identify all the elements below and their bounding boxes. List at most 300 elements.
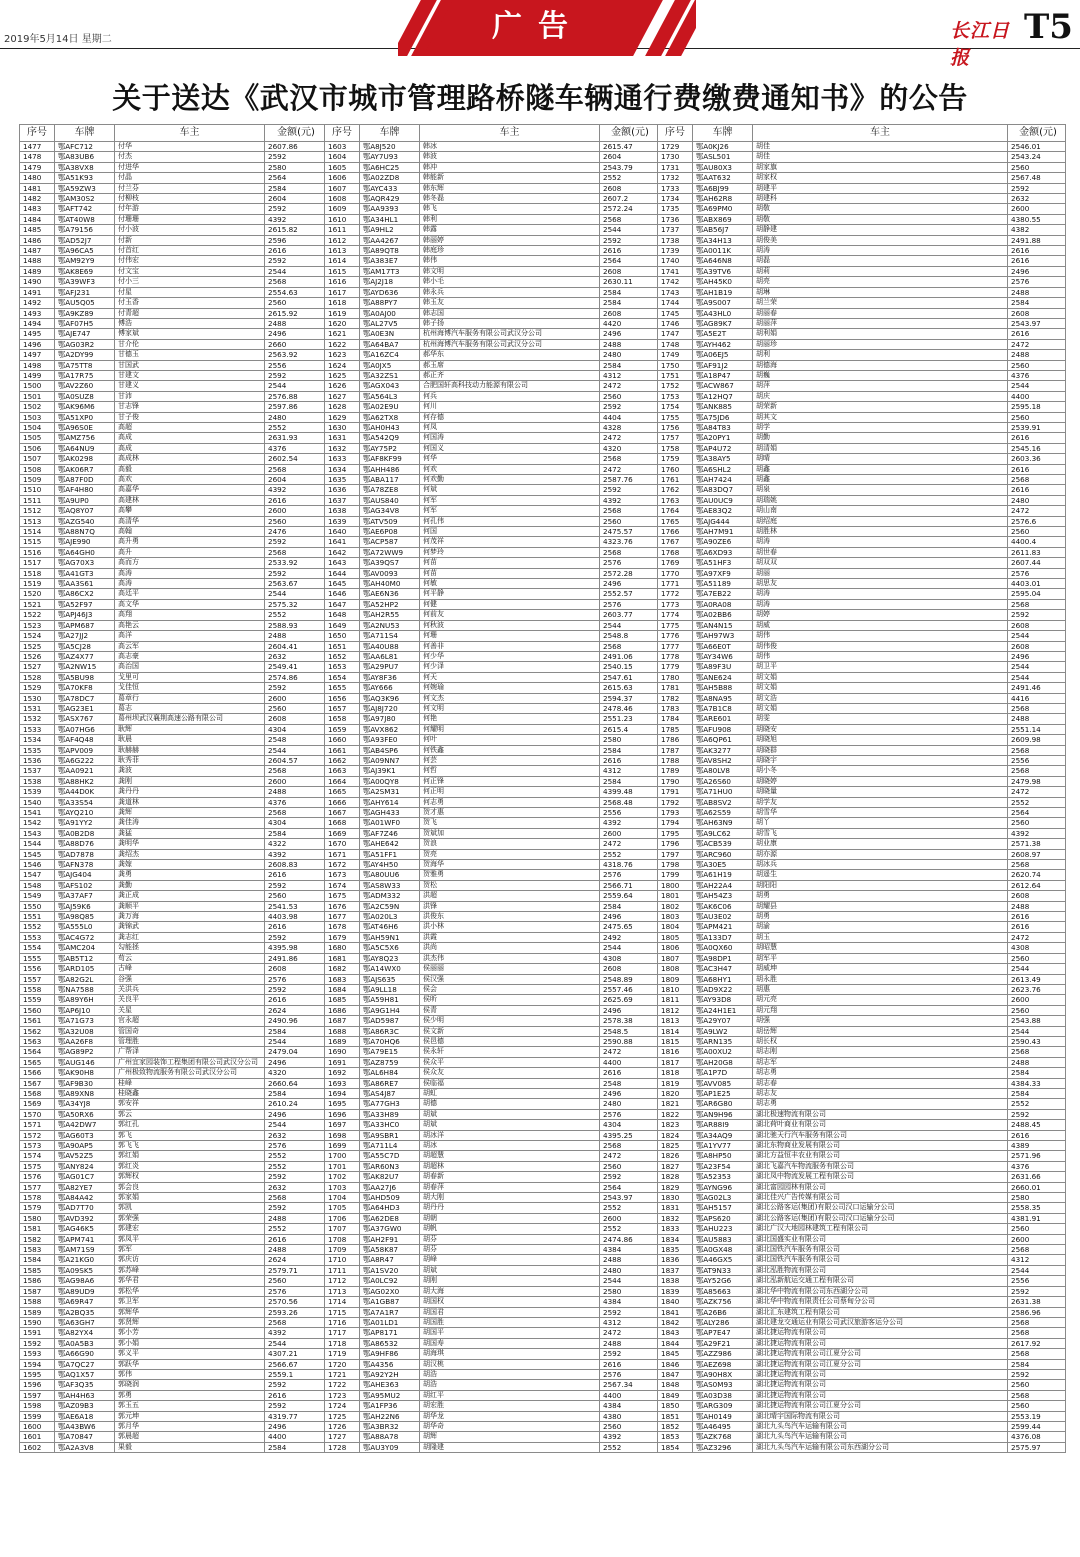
column-header: 金额(元) [1008, 125, 1066, 142]
seq-no-cell: 1839 [658, 1286, 693, 1296]
seq-no-cell: 1622 [325, 339, 360, 349]
seq-no-cell: 1654 [325, 672, 360, 682]
plate-no-cell: 鄂A2C59N [360, 901, 420, 911]
plate-no-cell: 鄂AZ8759 [360, 1057, 420, 1067]
seq-no-cell: 1664 [325, 776, 360, 786]
plate-no-cell: 鄂A78ZE8 [360, 485, 420, 495]
plate-no-cell: 鄂A52353 [693, 1172, 753, 1182]
seq-no-cell: 1830 [658, 1193, 693, 1203]
amount-cell: 2552 [265, 1224, 325, 1234]
seq-no-cell: 1485 [20, 225, 55, 235]
plate-no-cell: 鄂AMC204 [55, 943, 115, 953]
table-row [20, 953, 1066, 963]
amount-cell: 4312 [600, 370, 658, 380]
amount-cell: 2568 [1008, 745, 1066, 755]
amount-cell: 2478.46 [600, 703, 658, 713]
owner-name-cell: 韩能新 [420, 173, 600, 183]
owner-name-cell: 胡元翔 [753, 1005, 1008, 1015]
amount-cell: 2580 [600, 735, 658, 745]
seq-no-cell: 1631 [325, 433, 360, 443]
table-row [20, 755, 1066, 765]
plate-no-cell: 鄂A77GH3 [360, 1099, 420, 1109]
amount-cell: 2539.91 [1008, 422, 1066, 432]
owner-name-cell: 郭会良 [115, 1182, 265, 1192]
seq-no-cell: 1683 [325, 974, 360, 984]
seq-no-cell: 1696 [325, 1109, 360, 1119]
amount-cell: 2608 [1008, 308, 1066, 318]
amount-cell: 2610.24 [265, 1099, 325, 1109]
owner-name-cell: 高升 [115, 547, 265, 557]
amount-cell: 4304 [265, 724, 325, 734]
seq-no-cell: 1693 [325, 1078, 360, 1088]
seq-no-cell: 1572 [20, 1130, 55, 1140]
plate-no-cell: 鄂A61H19 [693, 870, 753, 880]
plate-no-cell: 鄂AZ3296 [693, 1442, 753, 1452]
seq-no-cell: 1733 [658, 183, 693, 193]
seq-no-cell: 1532 [20, 714, 55, 724]
amount-cell: 2608 [265, 714, 325, 724]
plate-no-cell: 鄂A62TX8 [360, 412, 420, 422]
amount-cell: 2480 [1008, 495, 1066, 505]
owner-name-cell: 胡文娟 [753, 672, 1008, 682]
plate-no-cell: 鄂ARG309 [693, 1401, 753, 1411]
amount-cell: 2552 [600, 173, 658, 183]
owner-name-cell: 湖北九头鸟汽车运输有限公司 [753, 1432, 1008, 1442]
owner-name-cell: 郭华君 [115, 1276, 265, 1286]
amount-cell: 2570.56 [265, 1297, 325, 1307]
owner-name-cell: 胡玉 [753, 932, 1008, 942]
plate-no-cell: 鄂A133D7 [693, 932, 753, 942]
owner-name-cell: 湖北泓新航运交通工程有限公司 [753, 1276, 1008, 1286]
amount-cell: 2592 [265, 152, 325, 162]
plate-no-cell: 鄂AG46K5 [55, 1224, 115, 1234]
plate-no-cell: 鄂A26B6 [693, 1307, 753, 1317]
seq-no-cell: 1633 [325, 454, 360, 464]
amount-cell: 2592 [265, 568, 325, 578]
plate-no-cell: 鄂AYC433 [360, 183, 420, 193]
seq-no-cell: 1496 [20, 339, 55, 349]
seq-no-cell: 1598 [20, 1401, 55, 1411]
seq-no-cell: 1537 [20, 766, 55, 776]
owner-name-cell: 胡涛 [753, 537, 1008, 547]
seq-no-cell: 1494 [20, 318, 55, 328]
plate-no-cell: 鄂AHU223 [693, 1224, 753, 1234]
plate-no-cell: 鄂AB56J7 [693, 225, 753, 235]
owner-name-cell: 湖北华中物流有限责任公司蔡甸分公司 [753, 1297, 1008, 1307]
amount-cell: 4382 [1008, 225, 1066, 235]
seq-no-cell: 1744 [658, 298, 693, 308]
owner-name-cell: 胡冰洋 [420, 1130, 600, 1140]
table-row [20, 1224, 1066, 1234]
issue-date: 2019年5月14日 星期二 [4, 34, 112, 45]
owner-name-cell: 郭苏峰 [115, 1265, 265, 1275]
amount-cell: 2607.44 [1008, 558, 1066, 568]
table-row [20, 651, 1066, 661]
amount-cell: 2560 [600, 516, 658, 526]
seq-no-cell: 1596 [20, 1380, 55, 1390]
seq-no-cell: 1765 [658, 516, 693, 526]
owner-name-cell: 胡建平 [753, 183, 1008, 193]
plate-no-cell: 鄂A43HL0 [693, 308, 753, 318]
plate-no-cell: 鄂AH22A4 [693, 880, 753, 890]
amount-cell: 2578.38 [600, 1016, 658, 1026]
plate-no-cell: 鄂AY666 [360, 683, 420, 693]
amount-cell: 4308 [1008, 943, 1066, 953]
plate-no-cell: 鄂AH7424 [693, 475, 753, 485]
owner-name-cell: 胡超林 [420, 1161, 600, 1171]
plate-no-cell: 鄂AS0M93 [693, 1380, 753, 1390]
plate-no-cell: 鄂AA27J6 [360, 1182, 420, 1192]
plate-no-cell: 鄂AD5987 [360, 1016, 420, 1026]
table-row [20, 662, 1066, 672]
owner-name-cell: 胡静建 [753, 225, 1008, 235]
table-row [20, 1297, 1066, 1307]
owner-name-cell: 何婉瑜 [420, 683, 600, 693]
owner-name-cell: 高洋 [115, 631, 265, 641]
owner-name-cell: 郝正齐 [420, 370, 600, 380]
owner-name-cell: 何茂祥 [420, 537, 600, 547]
table-row [20, 547, 1066, 557]
table-row [20, 776, 1066, 786]
column-header: 车主 [753, 125, 1008, 142]
amount-cell: 4307.21 [265, 1349, 325, 1359]
owner-name-cell: 胡丽萍 [753, 318, 1008, 328]
seq-no-cell: 1726 [325, 1421, 360, 1431]
plate-no-cell: 鄂AG02L3 [693, 1193, 753, 1203]
seq-no-cell: 1608 [325, 194, 360, 204]
seq-no-cell: 1554 [20, 943, 55, 953]
seq-no-cell: 1728 [325, 1442, 360, 1452]
owner-name-cell: 何铁鑫 [420, 745, 600, 755]
owner-name-cell: 高涛 [115, 568, 265, 578]
plate-no-cell: 鄂AG23E1 [55, 703, 115, 713]
table-row [20, 932, 1066, 942]
amount-cell: 2590.88 [600, 1036, 658, 1046]
owner-name-cell: 侯众平 [420, 1057, 600, 1067]
amount-cell: 4392 [600, 495, 658, 505]
amount-cell: 2624 [265, 1005, 325, 1015]
amount-cell: 2584 [600, 360, 658, 370]
plate-no-cell: 鄂AFC712 [55, 142, 115, 152]
seq-no-cell: 1821 [658, 1099, 693, 1109]
amount-cell: 2544 [265, 1338, 325, 1348]
owner-name-cell: 胡磊 [753, 256, 1008, 266]
owner-name-cell: 胡伟 [753, 631, 1008, 641]
table-row [20, 641, 1066, 651]
owner-name-cell: 桂峰 [115, 1078, 265, 1088]
owner-name-cell: 贺雅勇 [420, 870, 600, 880]
owner-name-cell: 胡文浩 [753, 693, 1008, 703]
amount-cell: 2584 [1008, 1359, 1066, 1369]
seq-no-cell: 1637 [325, 495, 360, 505]
amount-cell: 2558.35 [1008, 1203, 1066, 1213]
amount-cell: 4376.08 [1008, 1432, 1066, 1442]
owner-name-cell: 付小波 [115, 225, 265, 235]
plate-no-cell: 鄂AP1E25 [693, 1088, 753, 1098]
seq-no-cell: 1709 [325, 1245, 360, 1255]
amount-cell: 2616 [1008, 922, 1066, 932]
seq-no-cell: 1807 [658, 953, 693, 963]
plate-no-cell: 鄂A34H13 [693, 235, 753, 245]
seq-no-cell: 1770 [658, 568, 693, 578]
amount-cell: 2568 [600, 1141, 658, 1151]
owner-name-cell: 胡志军 [753, 1057, 1008, 1067]
amount-cell: 2552 [265, 422, 325, 432]
plate-no-cell: 鄂A37AF7 [55, 891, 115, 901]
seq-no-cell: 1846 [658, 1359, 693, 1369]
seq-no-cell: 1745 [658, 308, 693, 318]
seq-no-cell: 1513 [20, 516, 55, 526]
amount-cell: 2592 [600, 1172, 658, 1182]
table-row [20, 828, 1066, 838]
seq-no-cell: 1735 [658, 204, 693, 214]
seq-no-cell: 1687 [325, 1016, 360, 1026]
seq-no-cell: 1670 [325, 839, 360, 849]
owner-name-cell: 胡国寿 [420, 1338, 600, 1348]
plate-no-cell: 鄂AY8Q23 [360, 953, 420, 963]
amount-cell: 2560 [1008, 1224, 1066, 1234]
owner-name-cell: 何兵 [420, 391, 600, 401]
seq-no-cell: 1760 [658, 464, 693, 474]
plate-no-cell: 鄂AJG404 [55, 870, 115, 880]
amount-cell: 2616 [600, 246, 658, 256]
newspaper-logo: 长江日报 [950, 20, 1011, 69]
owner-name-cell: 胡德 [420, 1099, 600, 1109]
amount-cell: 2488 [265, 787, 325, 797]
owner-name-cell: 高廷平 [115, 589, 265, 599]
plate-no-cell: 鄂A66E0T [693, 641, 753, 651]
table-row [20, 860, 1066, 870]
seq-no-cell: 1734 [658, 194, 693, 204]
owner-name-cell: 韩波 [420, 152, 600, 162]
column-header: 车牌 [55, 125, 115, 142]
amount-cell: 2608 [265, 964, 325, 974]
seq-no-cell: 1530 [20, 693, 55, 703]
plate-no-cell: 鄂AQR429 [360, 194, 420, 204]
amount-cell: 2616 [265, 995, 325, 1005]
seq-no-cell: 1562 [20, 1026, 55, 1036]
amount-cell: 4395.98 [265, 943, 325, 953]
amount-cell: 2488 [1008, 287, 1066, 297]
amount-cell: 2568 [1008, 766, 1066, 776]
owner-name-cell: 胡勤 [753, 433, 1008, 443]
seq-no-cell: 1684 [325, 984, 360, 994]
owner-name-cell: 何华 [420, 454, 600, 464]
plate-no-cell: 鄂AL27V5 [360, 318, 420, 328]
plate-no-cell: 鄂A8J520 [360, 142, 420, 152]
amount-cell: 2560 [1008, 1401, 1066, 1411]
seq-no-cell: 1843 [658, 1328, 693, 1338]
plate-no-cell: 鄂AGX043 [360, 381, 420, 391]
owner-name-cell: 龚正成 [115, 891, 265, 901]
amount-cell: 2592 [600, 235, 658, 245]
amount-cell: 2568 [1008, 1317, 1066, 1327]
table-row [20, 256, 1066, 266]
owner-name-cell: 龚顺平 [115, 901, 265, 911]
seq-no-cell: 1838 [658, 1276, 693, 1286]
owner-name-cell: 何芸 [420, 755, 600, 765]
plate-no-cell: 鄂AH63N9 [693, 818, 753, 828]
plate-no-cell: 鄂AA4267 [360, 235, 420, 245]
owner-name-cell: 湖北凤中物流发展工程有限公司 [753, 1172, 1008, 1182]
table-row [20, 1151, 1066, 1161]
amount-cell: 2543.97 [1008, 318, 1066, 328]
plate-no-cell: 鄂AK06R7 [55, 464, 115, 474]
amount-cell: 2568 [1008, 1047, 1066, 1057]
seq-no-cell: 1797 [658, 849, 693, 859]
seq-no-cell: 1589 [20, 1307, 55, 1317]
seq-no-cell: 1638 [325, 506, 360, 516]
plate-no-cell: 鄂A2A3V8 [55, 1442, 115, 1452]
plate-no-cell: 鄂A555L0 [55, 922, 115, 932]
owner-name-cell: 何艳 [420, 714, 600, 724]
amount-cell: 2660.01 [1008, 1182, 1066, 1192]
amount-cell: 2615.92 [265, 308, 325, 318]
owner-name-cell: 耿秀菲 [115, 755, 265, 765]
owner-name-cell: 胡晴 [753, 454, 1008, 464]
amount-cell: 2480 [600, 1099, 658, 1109]
plate-no-cell: 鄂AH4H63 [55, 1390, 115, 1400]
owner-name-cell: 胡冰兵 [753, 860, 1008, 870]
amount-cell: 4312 [1008, 1255, 1066, 1265]
seq-no-cell: 1586 [20, 1276, 55, 1286]
seq-no-cell: 1792 [658, 797, 693, 807]
amount-cell: 2548.5 [600, 1026, 658, 1036]
seq-no-cell: 1625 [325, 370, 360, 380]
table-row [20, 1172, 1066, 1182]
owner-name-cell: 郭辉华 [115, 1307, 265, 1317]
owner-name-cell: 龚刚 [115, 776, 265, 786]
amount-cell: 2616 [600, 1359, 658, 1369]
plate-no-cell: 鄂A83UB6 [55, 152, 115, 162]
owner-name-cell: 胡强 [753, 1016, 1008, 1026]
owner-name-cell: 胡丽春 [753, 308, 1008, 318]
amount-cell: 2544 [600, 943, 658, 953]
table-row [20, 183, 1066, 193]
seq-no-cell: 1601 [20, 1432, 55, 1442]
amount-cell: 2560 [1008, 953, 1066, 963]
plate-no-cell: 鄂A88PY7 [360, 298, 420, 308]
table-row [20, 1401, 1066, 1411]
seq-no-cell: 1781 [658, 683, 693, 693]
seq-no-cell: 1507 [20, 454, 55, 464]
table-row [20, 631, 1066, 641]
owner-name-cell: 胡汉桃 [420, 1359, 600, 1369]
table-row [20, 1182, 1066, 1192]
plate-no-cell: 鄂A33HC0 [360, 1120, 420, 1130]
amount-cell: 2584 [1008, 1068, 1066, 1078]
table-row [20, 412, 1066, 422]
seq-no-cell: 1773 [658, 599, 693, 609]
owner-name-cell: 湖北捷运物流有限公司江夏分公司 [753, 1349, 1008, 1359]
amount-cell: 2584 [600, 745, 658, 755]
owner-name-cell: 湖北捷运物流有限公司江夏分公司 [753, 1359, 1008, 1369]
owner-name-cell: 洪俊东 [420, 912, 600, 922]
plate-no-cell: 鄂AJG444 [693, 516, 753, 526]
amount-cell: 2620.74 [1008, 870, 1066, 880]
amount-cell: 2551.23 [600, 714, 658, 724]
page-header [0, 0, 1080, 69]
page-number: T5 [1024, 7, 1073, 47]
amount-cell: 2488 [1008, 901, 1066, 911]
plate-no-cell: 鄂AAT632 [693, 173, 753, 183]
plate-no-cell: 鄂AV2Z60 [55, 381, 115, 391]
seq-no-cell: 1800 [658, 880, 693, 890]
owner-name-cell: 胡隆建 [420, 1442, 600, 1452]
table-row [20, 1432, 1066, 1442]
owner-name-cell: 胡雯 [753, 714, 1008, 724]
amount-cell: 4400 [600, 1057, 658, 1067]
owner-name-cell: 胡敬 [753, 214, 1008, 224]
seq-no-cell: 1534 [20, 735, 55, 745]
plate-no-cell: 鄂A69R47 [55, 1297, 115, 1307]
amount-cell: 2543.24 [1008, 152, 1066, 162]
seq-no-cell: 1834 [658, 1234, 693, 1244]
amount-cell: 2608 [600, 183, 658, 193]
plate-no-cell: 鄂A09NN7 [360, 755, 420, 765]
owner-name-cell: 胡国君 [420, 1307, 600, 1317]
table-row [20, 1016, 1066, 1026]
seq-no-cell: 1786 [658, 735, 693, 745]
owner-name-cell: 胡大海 [420, 1286, 600, 1296]
plate-no-cell: 鄂AQ3K96 [360, 693, 420, 703]
owner-name-cell: 管理胜 [115, 1036, 265, 1046]
amount-cell: 2475.57 [600, 527, 658, 537]
owner-name-cell: 何国 [420, 527, 600, 537]
plate-no-cell: 鄂A46GX5 [693, 1255, 753, 1265]
seq-no-cell: 1597 [20, 1390, 55, 1400]
owner-name-cell: 郭安祥 [115, 1099, 265, 1109]
amount-cell: 2576 [600, 558, 658, 568]
owner-name-cell: 甘德玉 [115, 350, 265, 360]
plate-no-cell: 鄂NA7588 [55, 984, 115, 994]
table-row [20, 350, 1066, 360]
seq-no-cell: 1723 [325, 1390, 360, 1400]
amount-cell: 4376 [1008, 370, 1066, 380]
amount-cell: 2592 [1008, 610, 1066, 620]
seq-no-cell: 1810 [658, 984, 693, 994]
plate-no-cell: 鄂A9KZ89 [55, 308, 115, 318]
owner-name-cell: 湖北东物商业发展有限公司 [753, 1141, 1008, 1151]
plate-no-cell: 鄂AC4G72 [55, 932, 115, 942]
amount-cell: 2568 [265, 1317, 325, 1327]
seq-no-cell: 1779 [658, 662, 693, 672]
table-row [20, 1026, 1066, 1036]
owner-name-cell: 胡学 [753, 422, 1008, 432]
plate-no-cell: 鄂AHD509 [360, 1193, 420, 1203]
seq-no-cell: 1677 [325, 912, 360, 922]
owner-name-cell: 韩永兵 [420, 287, 600, 297]
plate-no-cell: 鄂AR60N3 [360, 1161, 420, 1171]
table-row [20, 1213, 1066, 1223]
seq-no-cell: 1585 [20, 1265, 55, 1275]
amount-cell: 2575.32 [265, 599, 325, 609]
table-row [20, 1411, 1066, 1421]
table-row [20, 475, 1066, 485]
plate-no-cell: 鄂A0GX48 [693, 1245, 753, 1255]
seq-no-cell: 1584 [20, 1255, 55, 1265]
plate-no-cell: 鄂AEZ698 [693, 1359, 753, 1369]
seq-no-cell: 1711 [325, 1265, 360, 1275]
plate-no-cell: 鄂AZZ986 [693, 1349, 753, 1359]
plate-no-cell: 鄂AZK768 [693, 1432, 753, 1442]
plate-no-cell: 鄂AB5T12 [55, 953, 115, 963]
amount-cell: 2544 [1008, 381, 1066, 391]
plate-no-cell: 鄂ASX767 [55, 714, 115, 724]
seq-no-cell: 1508 [20, 464, 55, 474]
owner-name-cell: 何文明 [420, 703, 600, 713]
seq-no-cell: 1479 [20, 162, 55, 172]
